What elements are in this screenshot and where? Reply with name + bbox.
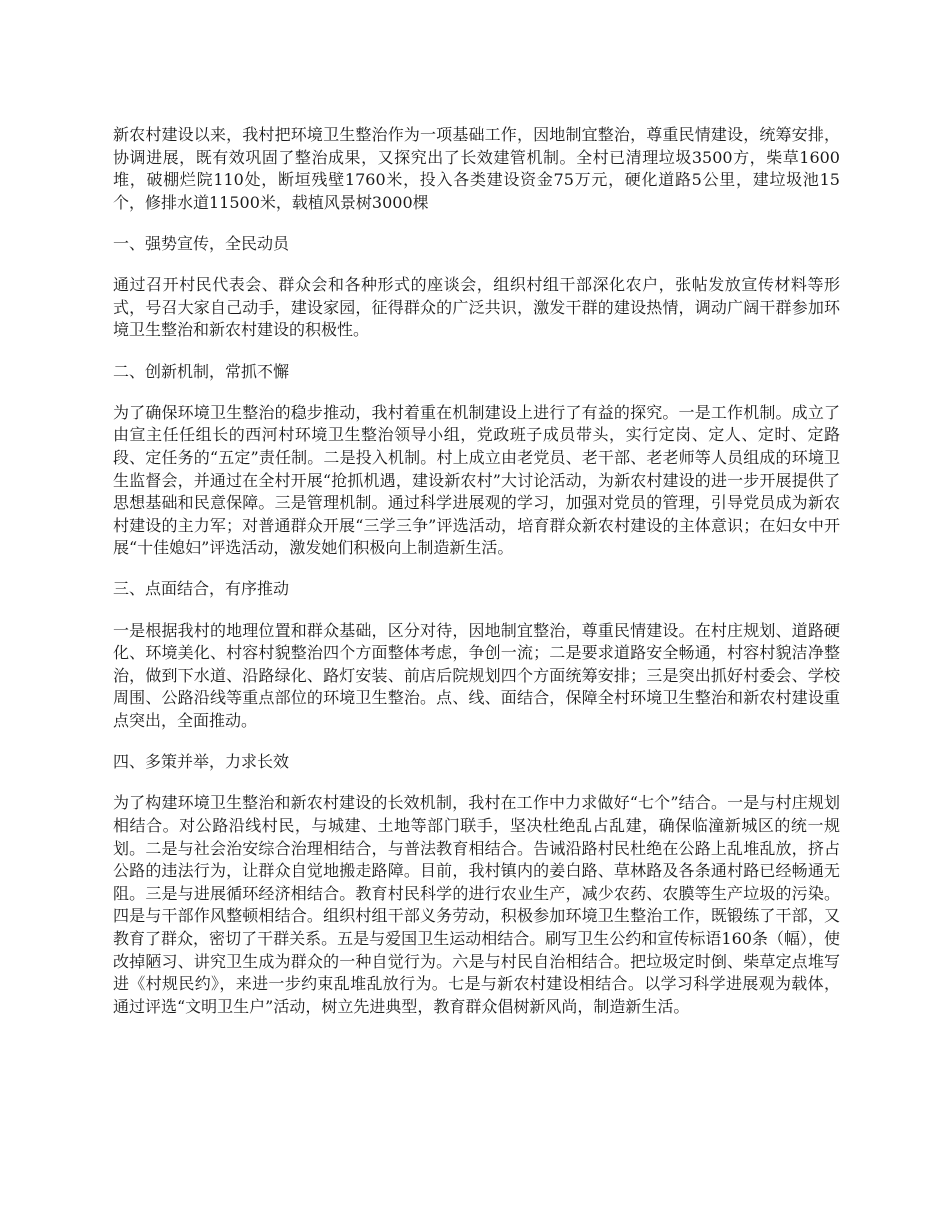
section-body-2: 为了确保环境卫生整治的稳步推动，我村着重在机制建设上进行了有益的探究。一是工作机制。成立了由宣主任任组长的西河村环境卫生整治领导小组，党政班子成员带头，实行定岗、定人、定时、定路段、定任务的“五定”责任制。二是投入机制。村上成立由老党员、老干部、老老师等人员组成的环境卫生监督会，并通过在全村开展“抢抓机遇，建设新农村”大讨论活动，为新农村建设的进一步开展提供了思想基础和民意保障。三是管理机制。通过科学进展观的学习，加强对党员的管理，引导党员成为新农村建设的主力军；对普通群众开展“三学三争”评选活动，培育群众新农村建设的主体意识；在妇女中开展“十佳媳妇”评选活动，激发她们积极向上制造新生活。 [113, 402, 840, 558]
section-body-4: 为了构建环境卫生整治和新农村建设的长效机制，我村在工作中力求做好“七个”结合。一是与村庄规划相结合。对公路沿线村民，与城建、土地等部门联手，坚决杜绝乱占乱建，确保临潼新城区的统一规划。二是与社会治安综合治理相结合，与普法教育相结合。告诫沿路村民杜绝在公路上乱堆乱放，挤占公路的违法行为，让群众自觉地搬走路障。目前，我村镇内的姜白路、草林路及各条通村路已经畅通无阻。三是与进展循环经济相结合。教育村民科学的进行农业生产，减少农药、农膜等生产垃圾的污染。四是与干部作风整顿相结合。组织村组干部义务劳动，积极参加环境卫生整治工作，既锻练了干部，又教育了群众，密切了干群关系。五是与爱国卫生运动相结合。刷写卫生公约和宣传标语160条（幅），使改掉陋习、讲究卫生成为群众的一种自觉行为。六是与村民自治相结合。把垃圾定时倒、柴草定点堆写进《村规民约》，来进一步约束乱堆乱放行为。七是与新农村建设相结合。以学习科学进展观为载体，通过评选“文明卫生户”活动，树立先进典型，教育群众倡树新风尚，制造新生活。 [113, 793, 840, 1016]
document-page [113, 124, 840, 1037]
intro-paragraph: 新农村建设以来，我村把环境卫生整治作为一项基础工作，因地制宜整治，尊重民情建设，统筹安排，协调进展，既有效巩固了整治成果，又探究出了长效建管机制。全村已清理垃圾3500方，柴草1600堆，破棚烂院110处，断垣残壁1760米，投入各类建设资金75万元，硬化道路5公里，建垃圾池15个，修排水道11500米，载植风景树3000棵 [113, 125, 840, 212]
section-body-3: 一是根据我村的地理位置和群众基础，区分对待，因地制宜整治，尊重民情建设。在村庄规划、道路硬化、环境美化、村容村貌整治四个方面整体考虑，争创一流；二是要求道路安全畅通，村容村貌洁净整治，做到下水道、沿路绿化、路灯安装、前店后院规划四个方面统筹安排；三是突出抓好村委会、学校周围、公路沿线等重点部位的环境卫生整治。点、线、面结合，保障全村环境卫生整治和新农村建设重点突出，全面推动。 [113, 620, 840, 731]
section-heading-4: 四、多策并举，力求长效 [113, 752, 290, 772]
section-heading-3: 三、点面结合，有序推动 [113, 579, 290, 599]
section-body-1: 通过召开村民代表会、群众会和各种形式的座谈会，组织村组干部深化农户，张帖发放宣传材料等形式，号召大家自己动手，建设家园，征得群众的广泛共识，激发干群的建设热情，调动广阔干群参加环境卫生整治和新农村建设的积极性。 [113, 275, 840, 340]
section-heading-2: 二、创新机制，常抓不懈 [113, 361, 290, 381]
section-heading-1: 一、强势宣传，全民动员 [113, 233, 290, 253]
